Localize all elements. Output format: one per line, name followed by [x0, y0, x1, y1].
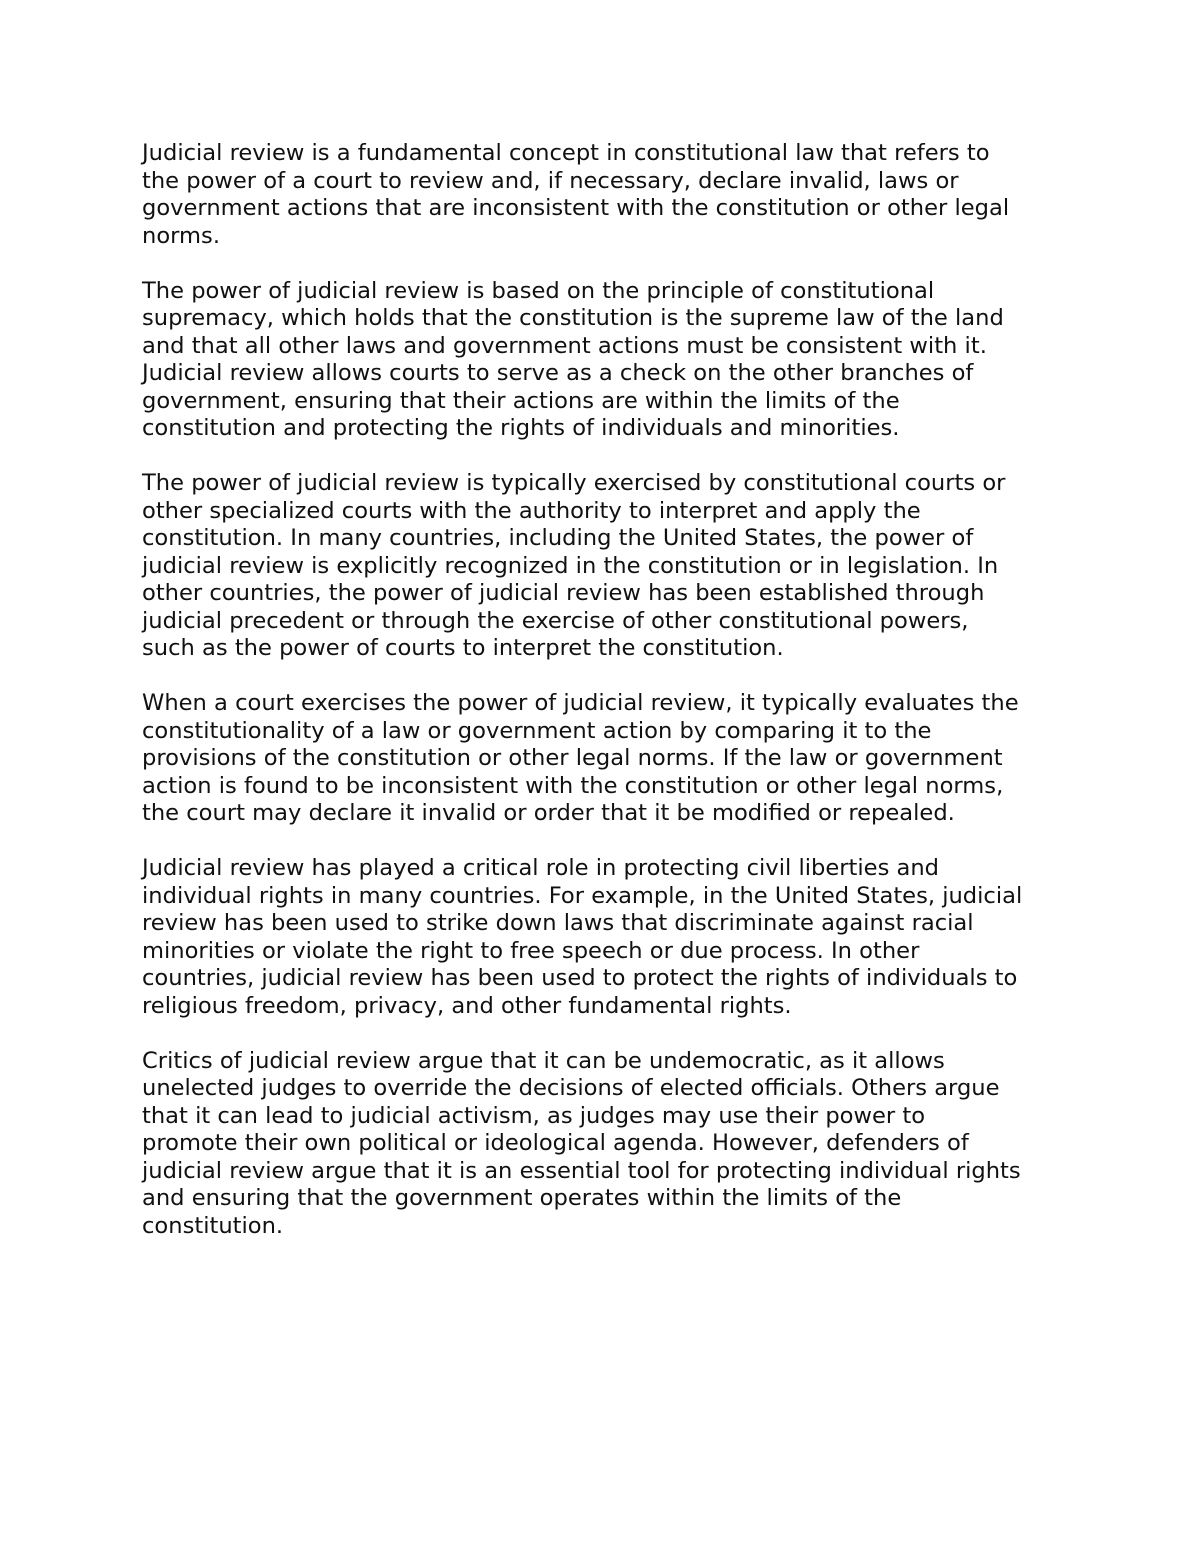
- text-line: judicial review is explicitly recognized in the constitution or in legislation. In: [142, 552, 999, 579]
- paragraph-1: [142, 140, 1072, 250]
- text-line: judicial precedent or through the exercise of other constitutional powers,: [142, 607, 969, 634]
- paragraph-6: [142, 1048, 1072, 1241]
- text-line: the power of a court to review and, if necessary, declare invalid, laws or: [142, 167, 959, 194]
- text-line: constitution and protecting the rights of individuals and minorities.: [142, 415, 900, 441]
- text-line: review has been used to strike down laws that discriminate against racial: [142, 910, 974, 936]
- text-line: promote their own political or ideological agenda. However, defenders of: [142, 1130, 969, 1156]
- text-line: supremacy, which holds that the constitution is the supreme law of the land: [142, 305, 1004, 331]
- text-line: and that all other laws and government actions must be consistent with it.: [142, 332, 987, 359]
- text-line: Critics of judicial review argue that it can be undemocratic, as it allows: [142, 1047, 945, 1074]
- text-line: The power of judicial review is based on the principle of constitutional: [142, 277, 935, 304]
- paragraph-2: [142, 278, 1072, 443]
- text-line: government actions that are inconsistent with the constitution or other legal: [142, 195, 1010, 221]
- text-line: the court may declare it invalid or order that it be modified or repealed.: [142, 800, 955, 826]
- paragraph-5: [142, 855, 1072, 1020]
- text-line: Judicial review is a fundamental concept in constitutional law that refers to: [142, 140, 990, 166]
- text-line: constitutionality of a law or government action by comparing it to the: [142, 717, 932, 744]
- text-line: unelected judges to override the decisions of elected officials. Others argue: [142, 1075, 1000, 1101]
- text-line: countries, judicial review has been used to protect the rights of individuals to: [142, 965, 1018, 991]
- text-line: action is found to be inconsistent with the constitution or other legal norms,: [142, 772, 1004, 799]
- paragraph-3: [142, 470, 1072, 663]
- text-line: minorities or violate the right to free speech or due process. In other: [142, 937, 920, 964]
- text-line: Judicial review has played a critical role in protecting civil liberties and: [142, 855, 940, 881]
- text-line: individual rights in many countries. For example, in the United States, judicial: [142, 882, 1023, 909]
- text-line: constitution.: [142, 1212, 284, 1239]
- text-line: religious freedom, privacy, and other fundamental rights.: [142, 992, 792, 1019]
- text-line: constitution. In many countries, including the United States, the power of: [142, 525, 974, 551]
- text-line: The power of judicial review is typically exercised by constitutional courts or: [142, 470, 1006, 496]
- text-line: norms.: [142, 222, 220, 249]
- text-line: judicial review argue that it is an essential tool for protecting individual rights: [142, 1157, 1021, 1184]
- text-line: other specialized courts with the authority to interpret and apply the: [142, 497, 921, 524]
- text-line: provisions of the constitution or other legal norms. If the law or government: [142, 745, 1003, 771]
- document-body: [142, 140, 1072, 1268]
- text-line: Judicial review allows courts to serve as a check on the other branches of: [142, 360, 974, 386]
- text-line: such as the power of courts to interpret the constitution.: [142, 635, 784, 661]
- text-line: other countries, the power of judicial review has been established through: [142, 580, 985, 606]
- text-line: government, ensuring that their actions are within the limits of the: [142, 387, 900, 414]
- text-line: When a court exercises the power of judicial review, it typically evaluates the: [142, 690, 1019, 716]
- text-line: and ensuring that the government operates within the limits of the: [142, 1185, 902, 1211]
- paragraph-4: [142, 690, 1072, 828]
- text-line: that it can lead to judicial activism, as judges may use their power to: [142, 1102, 926, 1129]
